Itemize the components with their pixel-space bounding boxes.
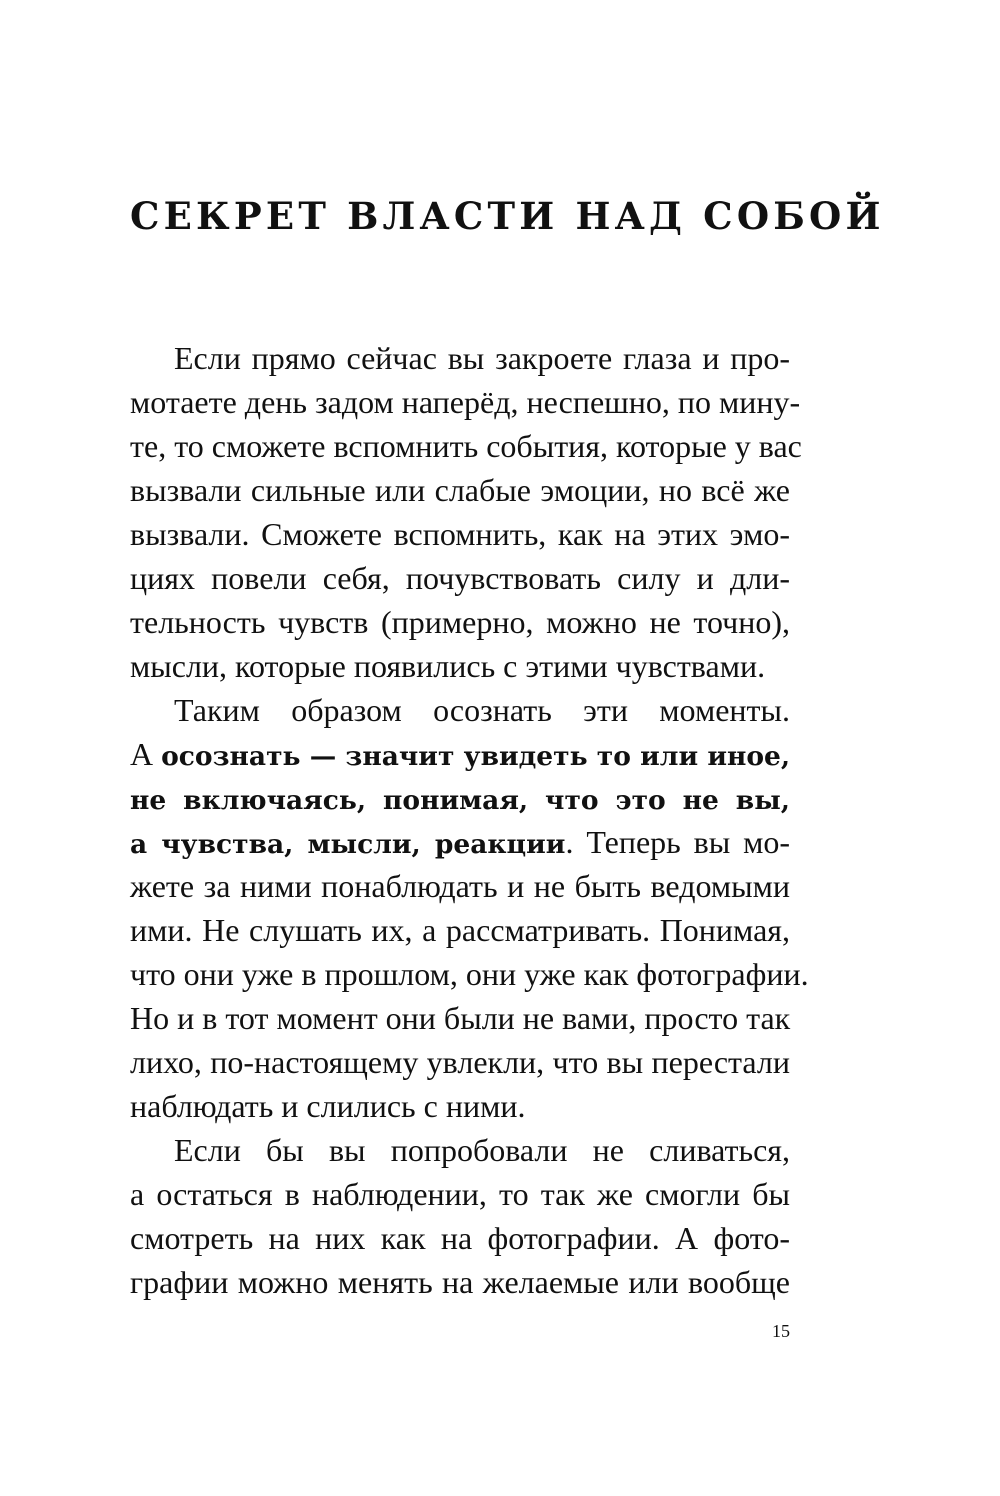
text-line: вызвали сильные или слабые эмоции, но всё же [130, 472, 790, 508]
text-line: а остаться в наблюдении, то так же смогли бы [130, 1176, 790, 1212]
text-line [130, 776, 790, 820]
text-line: лихо, по-настоящему увлекли, что вы перестали [130, 1044, 790, 1080]
text-line: Если бы вы попробовали не сливаться, [174, 1132, 790, 1168]
text-line: смотреть на них как на фотографии. А фото- [130, 1220, 790, 1256]
emphasis-text: а чувства, мысли, реакции [130, 829, 566, 860]
text-line: Но и в тот момент они были не вами, просто так [130, 1000, 791, 1036]
text-line: ими. Не слушать их, а рассматривать. Понимая, [130, 912, 790, 948]
body-text [130, 336, 809, 1304]
text-line: вызвали. Сможете вспомнить, как на этих эмо- [130, 516, 790, 552]
text-line: что они уже в прошлом, они уже как фотографии. [130, 956, 809, 992]
chapter-heading: СЕКРЕТ ВЛАСТИ НАД СОБОЙ [130, 194, 885, 238]
text-line [130, 732, 790, 776]
text-line: мотаете день задом наперёд, неспешно, по мину- [130, 384, 801, 420]
text-line: графии можно менять на желаемые или вообще [130, 1264, 790, 1300]
text-run: . Теперь вы мо- [565, 824, 791, 860]
text-line: наблюдать и слились с ними. [130, 1088, 526, 1124]
text-line: циях повели себя, почувствовать силу и дли- [130, 560, 790, 596]
text-line: Таким образом осознать эти моменты. [174, 692, 790, 728]
text-line: Если прямо сейчас вы закроете глаза и про- [174, 340, 790, 376]
text-line: мысли, которые появились с этими чувствами. [130, 648, 766, 684]
emphasis-text: осознать — значит увидеть то или иное, [161, 741, 791, 772]
page-number: 15 [772, 1321, 790, 1341]
text-run: А [130, 736, 162, 772]
text-line: жете за ними понаблюдать и не быть ведомыми [130, 868, 790, 904]
text-line: те, то сможете вспомнить события, которые у вас [130, 428, 802, 464]
emphasis-text: не включаясь, понимая, что это не вы, [130, 785, 790, 816]
text-line [130, 820, 790, 864]
text-line: тельность чувств (примерно, можно не точно), [130, 604, 790, 640]
